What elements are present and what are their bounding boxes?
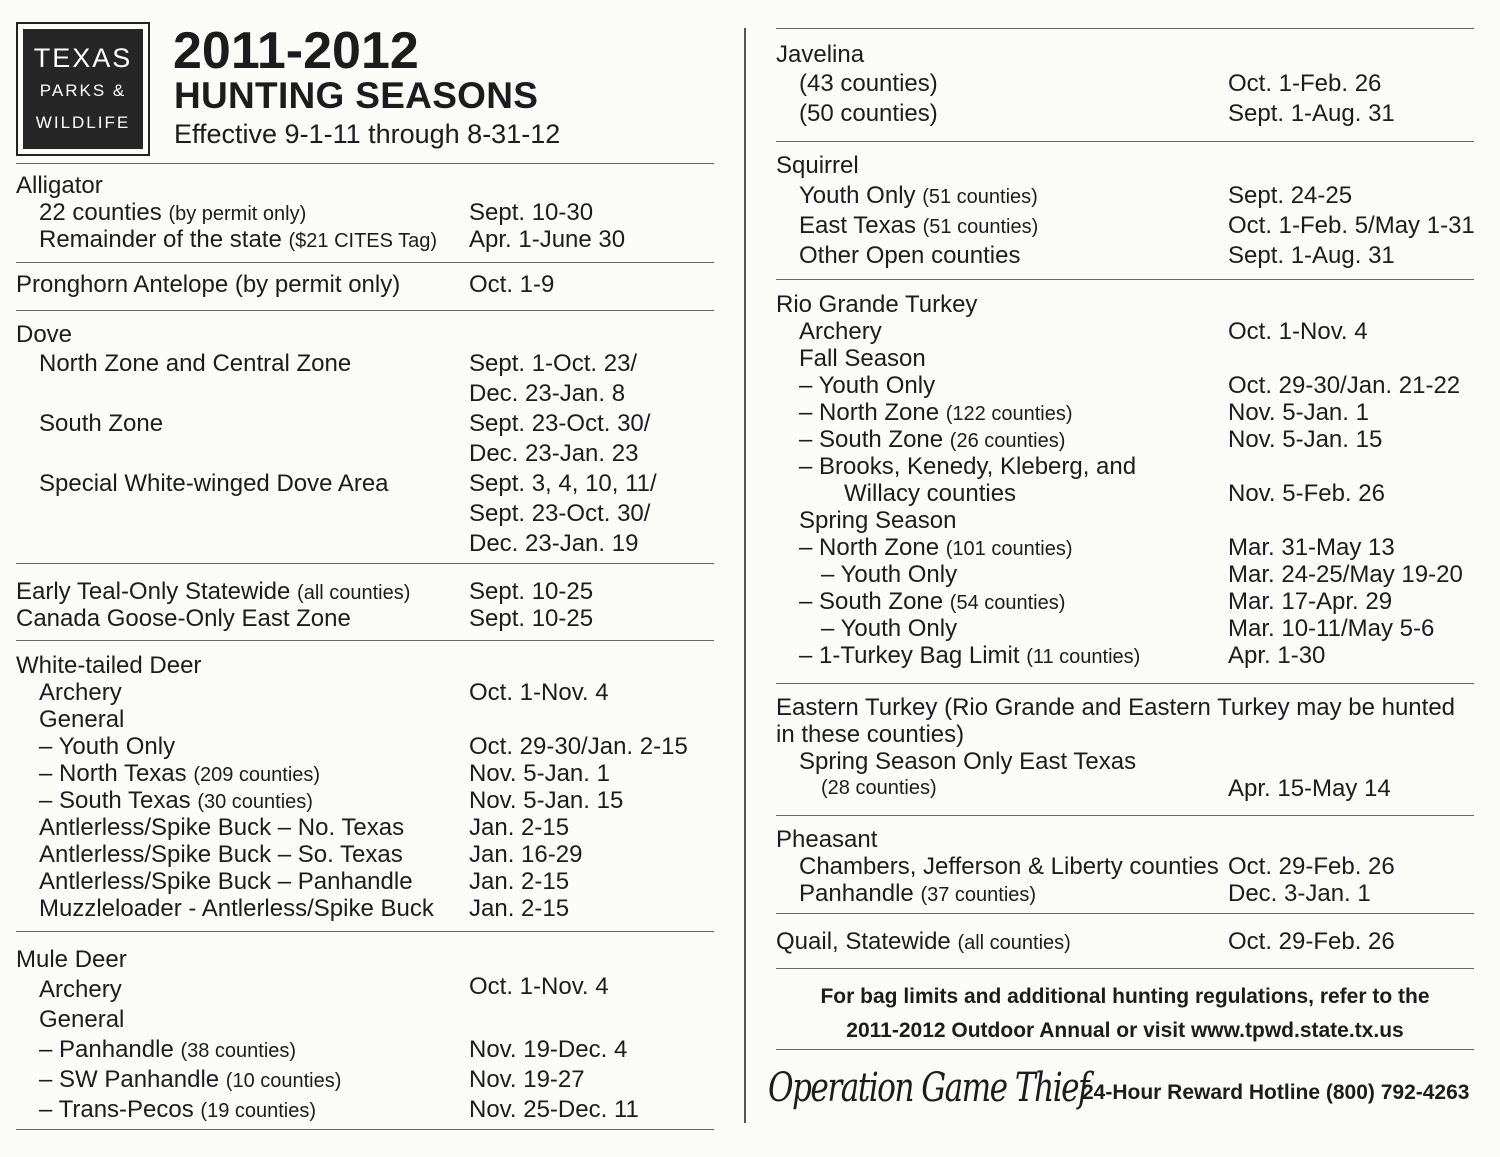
row-label: Other Open counties xyxy=(799,242,1021,269)
regulations-note-line1: For bag limits and additional hunting regulations, refer to the xyxy=(820,985,1430,1008)
section-title: Squirrel xyxy=(776,152,859,179)
row-date: Jan. 16-29 xyxy=(469,841,583,868)
section-title: Mule Deer xyxy=(16,946,127,973)
row-label: East Texas xyxy=(799,212,916,239)
section-eastern-turkey xyxy=(776,694,1474,802)
row-note: (38 counties) xyxy=(180,1040,297,1062)
divider xyxy=(776,683,1474,684)
reward-hotline: 24-Hour Reward Hotline (800) 792-4263 xyxy=(1082,1081,1470,1104)
divider xyxy=(776,279,1474,280)
season-row xyxy=(776,534,1474,561)
divider xyxy=(776,913,1474,914)
season-row xyxy=(776,426,1474,453)
row-label: – Youth Only xyxy=(821,561,958,588)
header-year: 2011-2012 xyxy=(173,22,419,80)
section-title: Rio Grande Turkey xyxy=(776,291,978,318)
section-javelina xyxy=(776,41,1474,130)
row-date: Mar. 10-11/May 5-6 xyxy=(1228,615,1435,642)
season-row xyxy=(776,318,1474,345)
row-note: (all counties) xyxy=(957,932,1071,954)
row-date: Dec. 23-Jan. 8 xyxy=(469,380,626,407)
row-label: Canada Goose-Only East Zone xyxy=(16,605,351,632)
header-title: HUNTING SEASONS xyxy=(174,75,539,116)
row-label: (43 counties) xyxy=(799,70,938,97)
season-row xyxy=(776,928,1474,955)
row-label: – Youth Only xyxy=(799,372,936,399)
divider xyxy=(16,563,714,564)
row-label: 22 counties xyxy=(39,199,162,226)
divider xyxy=(16,1129,714,1130)
divider xyxy=(16,310,714,311)
row-label: General xyxy=(39,706,125,733)
row-date: Mar. 17-Apr. 29 xyxy=(1228,588,1393,615)
row-date: Oct. 1-9 xyxy=(469,271,555,298)
section-white-tailed-deer xyxy=(16,652,714,922)
right-column xyxy=(768,25,1475,1145)
row-date: Apr. 1-June 30 xyxy=(469,226,626,253)
row-label: Archery xyxy=(39,679,122,706)
row-date: Nov. 5-Jan. 1 xyxy=(469,760,610,787)
season-row xyxy=(16,814,714,841)
row-note: (by permit only) xyxy=(168,203,307,225)
season-row xyxy=(16,408,714,438)
row-label: Quail, Statewide xyxy=(776,928,951,955)
row-note: (19 counties) xyxy=(200,1100,317,1122)
row-date: Sept. 3, 4, 10, 11/ xyxy=(469,470,657,497)
row-date: Mar. 24-25/May 19-20 xyxy=(1228,561,1463,588)
season-row xyxy=(16,868,714,895)
row-date: Jan. 2-15 xyxy=(469,868,570,895)
row-date: Sept. 1-Oct. 23/ xyxy=(469,350,638,377)
row-label: Spring Season Only East Texas xyxy=(799,748,1137,775)
row-date: Oct. 1-Nov. 4 xyxy=(1228,318,1368,345)
section-quail xyxy=(776,928,1474,955)
divider xyxy=(776,141,1474,142)
row-note: ($21 CITES Tag) xyxy=(288,230,438,252)
row-label: – Youth Only xyxy=(39,733,176,760)
row-label: North Zone and Central Zone xyxy=(39,350,352,377)
season-row xyxy=(16,1036,714,1066)
row-label: Spring Season xyxy=(799,507,957,534)
row-label: Youth Only xyxy=(799,182,916,209)
row-date: Nov. 5-Jan. 15 xyxy=(1228,426,1383,453)
season-row xyxy=(776,853,1474,880)
row-label: – North Zone xyxy=(799,399,940,426)
row-label: Archery xyxy=(39,976,122,1003)
row-note: (51 counties) xyxy=(922,186,1038,208)
section-alligator xyxy=(16,172,714,253)
row-date: Oct. 29-Feb. 26 xyxy=(1228,853,1395,880)
divider xyxy=(16,931,714,932)
section-title: Dove xyxy=(16,321,73,348)
row-note: (51 counties) xyxy=(922,216,1039,238)
divider xyxy=(776,968,1474,969)
season-row xyxy=(776,242,1474,272)
row-label: Panhandle xyxy=(799,880,914,907)
logo-texas: TEXAS xyxy=(33,43,133,73)
row-label: – 1-Turkey Bag Limit xyxy=(799,642,1020,669)
row-label: – Panhandle xyxy=(39,1036,174,1063)
row-label: – South Texas xyxy=(39,787,191,814)
season-row xyxy=(776,480,1474,507)
row-label: – North Zone xyxy=(799,534,940,561)
row-date: Oct. 1-Feb. 26 xyxy=(1228,70,1382,97)
divider xyxy=(16,262,714,263)
section-teal-goose xyxy=(16,578,714,632)
row-date: Sept. 1-Aug. 31 xyxy=(1228,100,1395,127)
row-label: – Trans-Pecos xyxy=(39,1096,194,1123)
row-label: Willacy counties xyxy=(844,480,1017,507)
row-label: Pronghorn Antelope (by permit only) xyxy=(16,271,401,298)
column-divider xyxy=(744,28,746,1123)
season-row xyxy=(776,182,1474,212)
section-title: Javelina xyxy=(776,41,865,68)
season-row xyxy=(16,226,714,253)
row-date: Mar. 31-May 13 xyxy=(1228,534,1395,561)
tpwd-logo xyxy=(16,22,150,156)
season-row xyxy=(16,841,714,868)
row-label: Antlerless/Spike Buck – So. Texas xyxy=(39,841,403,868)
season-row xyxy=(776,588,1474,615)
row-date: Nov. 5-Jan. 1 xyxy=(1228,399,1369,426)
section-mule-deer xyxy=(16,946,714,1126)
row-date: Jan. 2-15 xyxy=(469,814,570,841)
row-date: Nov. 5-Jan. 15 xyxy=(469,787,624,814)
row-date: Sept. 23-Oct. 30/ xyxy=(469,500,651,527)
season-row xyxy=(16,605,714,632)
row-note: (54 counties) xyxy=(949,592,1066,614)
row-date: Oct. 29-Feb. 26 xyxy=(1228,928,1395,955)
season-row xyxy=(776,642,1474,669)
row-date: Oct. 1-Nov. 4 xyxy=(469,679,609,706)
logo-parks: PARKS & xyxy=(39,81,127,100)
logo-wildlife: WILDLIFE xyxy=(35,113,131,132)
left-column xyxy=(16,0,714,1157)
section-pheasant xyxy=(776,826,1474,907)
row-date: Sept. 23-Oct. 30/ xyxy=(469,410,651,437)
row-note: (all counties) xyxy=(297,582,411,604)
row-note: (26 counties) xyxy=(949,430,1066,452)
row-date: Sept. 10-25 xyxy=(469,605,594,632)
row-note: (209 counties) xyxy=(193,764,321,786)
row-label: in these counties) xyxy=(776,721,965,748)
operation-game-thief-logo: Operation Game Thief xyxy=(768,1065,1089,1111)
row-date: Dec. 3-Jan. 1 xyxy=(1228,880,1371,907)
row-date: Sept. 10-30 xyxy=(469,199,594,226)
season-row xyxy=(776,212,1474,242)
row-date: Oct. 29-30/Jan. 2-15 xyxy=(469,733,688,760)
row-date: Dec. 23-Jan. 19 xyxy=(469,530,639,557)
row-label: Chambers, Jefferson & Liberty counties xyxy=(799,853,1219,880)
row-label: Antlerless/Spike Buck – No. Texas xyxy=(39,814,405,841)
divider xyxy=(776,1049,1474,1050)
row-label: – South Zone xyxy=(799,588,944,615)
row-date: Nov. 19-27 xyxy=(469,1066,585,1093)
regulations-note-line2: 2011-2012 Outdoor Annual or visit www.tpwd.state.tx.us xyxy=(846,1019,1404,1042)
row-date: Nov. 5-Feb. 26 xyxy=(1228,480,1385,507)
row-date: Oct. 1-Feb. 5/May 1-31 xyxy=(1228,212,1475,239)
row-note: (30 counties) xyxy=(197,791,313,813)
row-note: (28 counties) xyxy=(821,777,937,799)
row-date: Sept. 10-25 xyxy=(469,578,594,605)
section-squirrel xyxy=(776,152,1474,272)
row-date: Oct. 1-Nov. 4 xyxy=(469,973,609,1000)
row-date: Sept. 24-25 xyxy=(1228,182,1353,209)
row-note: (10 counties) xyxy=(225,1070,342,1092)
season-row xyxy=(16,760,714,787)
row-date: Jan. 2-15 xyxy=(469,895,570,922)
header-effective-dates: Effective 9-1-11 through 8-31-12 xyxy=(174,119,561,149)
season-row xyxy=(16,468,714,498)
season-row xyxy=(16,679,714,706)
row-label: – South Zone xyxy=(799,426,944,453)
season-row xyxy=(16,199,714,226)
section-title: Alligator xyxy=(16,172,103,199)
divider xyxy=(16,640,714,641)
row-date: Nov. 25-Dec. 11 xyxy=(469,1096,639,1123)
row-date: Dec. 23-Jan. 23 xyxy=(469,440,639,467)
season-row xyxy=(776,561,1474,588)
season-row xyxy=(776,100,1474,130)
row-date: Apr. 15-May 14 xyxy=(1228,775,1391,802)
season-row xyxy=(16,1096,714,1126)
header xyxy=(16,22,714,164)
season-row xyxy=(776,399,1474,426)
divider xyxy=(776,815,1474,816)
row-label: – Youth Only xyxy=(821,615,958,642)
row-note: (37 counties) xyxy=(920,884,1037,906)
row-label: – Brooks, Kenedy, Kleberg, and xyxy=(799,453,1137,480)
row-date: Apr. 1-30 xyxy=(1228,642,1326,669)
row-label: Antlerless/Spike Buck – Panhandle xyxy=(39,868,413,895)
row-label: – North Texas xyxy=(39,760,187,787)
section-title: Pheasant xyxy=(776,826,878,853)
row-label: Archery xyxy=(799,318,882,345)
season-row xyxy=(16,787,714,814)
season-row xyxy=(776,775,1474,802)
season-row xyxy=(776,880,1474,907)
row-label: Remainder of the state xyxy=(39,226,282,253)
season-row xyxy=(16,348,714,378)
section-rio-grande-turkey xyxy=(776,291,1474,669)
row-label: General xyxy=(39,1006,125,1033)
row-date: Oct. 29-30/Jan. 21-22 xyxy=(1228,372,1461,399)
season-row xyxy=(16,271,714,298)
row-note: (11 counties) xyxy=(1026,646,1141,668)
row-date: Sept. 1-Aug. 31 xyxy=(1228,242,1395,269)
regulations-note xyxy=(776,980,1474,1048)
row-label: Muzzleloader - Antlerless/Spike Buck xyxy=(39,895,434,922)
row-date: Nov. 19-Dec. 4 xyxy=(469,1036,628,1063)
divider xyxy=(776,28,1474,29)
season-row xyxy=(16,973,714,1006)
divider xyxy=(16,163,714,164)
row-label: Early Teal-Only Statewide xyxy=(16,578,291,605)
season-row xyxy=(16,895,714,922)
row-label: Eastern Turkey (Rio Grande and Eastern Turkey may be hunted xyxy=(776,694,1456,721)
season-row xyxy=(16,578,714,605)
season-row xyxy=(16,733,714,760)
section-title: White-tailed Deer xyxy=(16,652,202,679)
season-row xyxy=(776,70,1474,100)
season-row xyxy=(776,372,1474,399)
season-row xyxy=(16,1066,714,1096)
row-label: Fall Season xyxy=(799,345,926,372)
row-label: South Zone xyxy=(39,410,164,437)
row-label: Special White-winged Dove Area xyxy=(39,470,389,497)
season-row xyxy=(776,615,1474,642)
row-label: – SW Panhandle xyxy=(39,1066,220,1093)
row-label: (50 counties) xyxy=(799,100,938,127)
section-pronghorn xyxy=(16,271,714,298)
row-note: (122 counties) xyxy=(945,403,1073,425)
section-dove xyxy=(16,321,714,558)
row-note: (101 counties) xyxy=(945,538,1073,560)
